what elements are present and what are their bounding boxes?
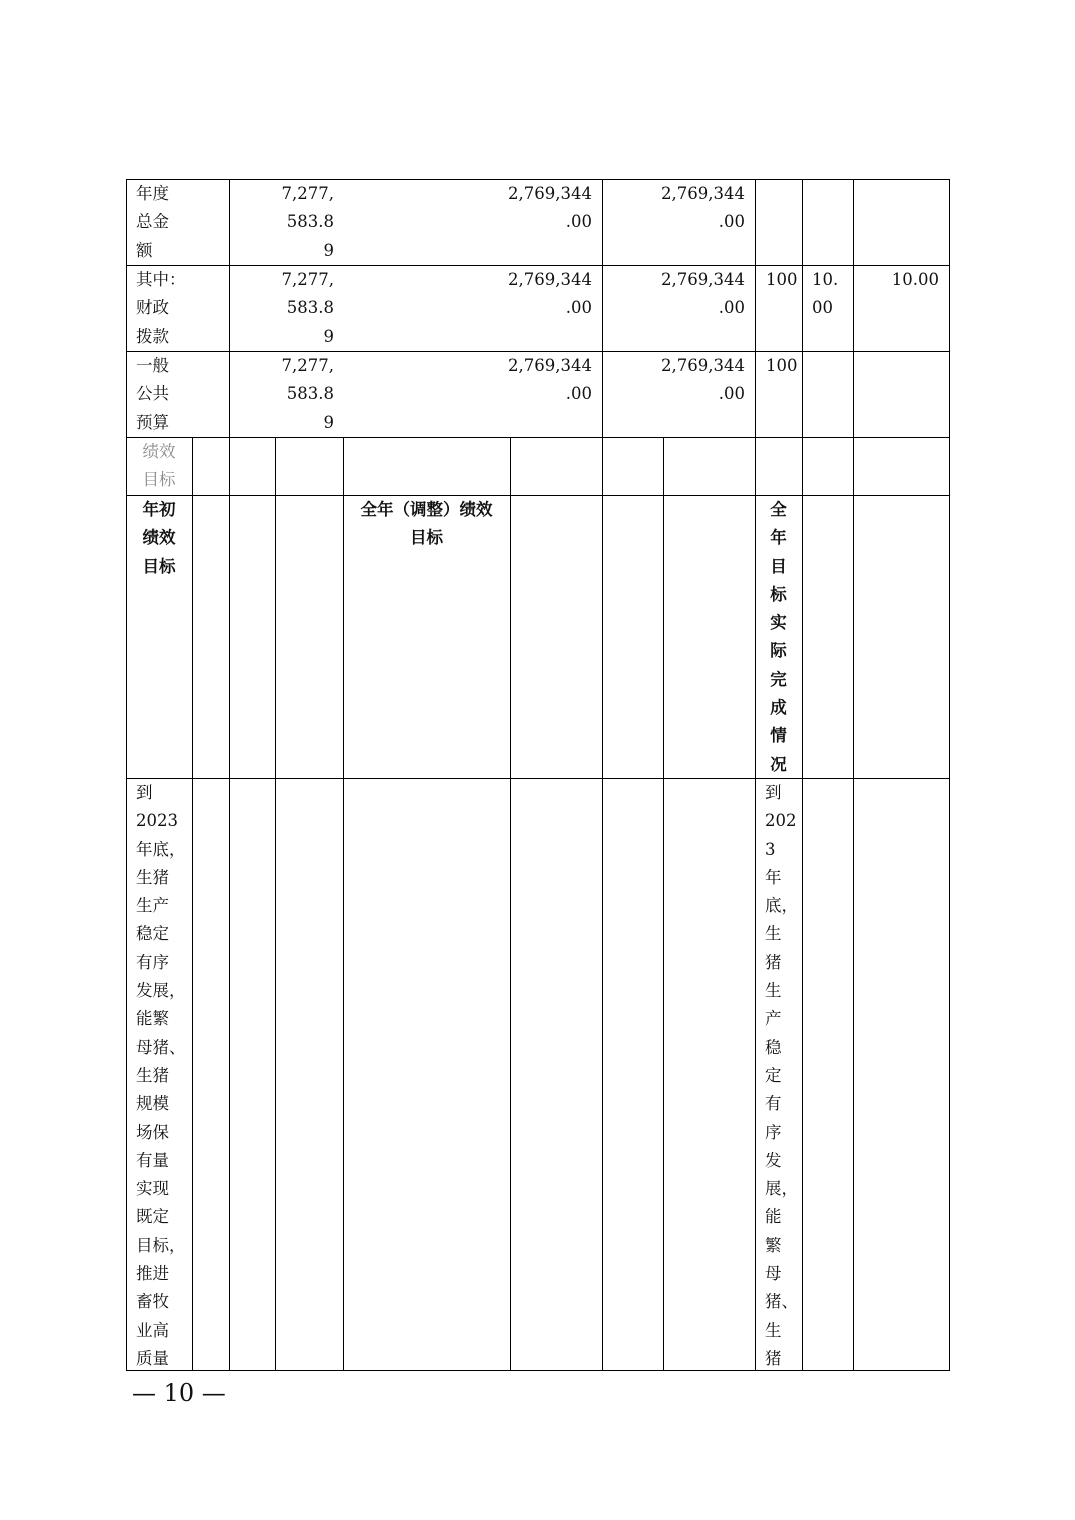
table-border-bottom: [126, 1370, 950, 1371]
completion-text: 到 202 3 年 底， 生 猪 生 产 稳 定 有 序 发 展， 能 繁 母 猪、 生 猪: [765, 783, 798, 1368]
column-divider: [802, 179, 803, 1371]
initial-goals-text: 到 2023 年底， 生猪 生产 稳定 有序 发展， 能繁 母猪、 生猪 规模 场保 有量 实现 既定 目标， 推进 畜牧 业高 质量: [136, 783, 186, 1368]
column-divider: [510, 437, 511, 1371]
general-annual-budget: 7,277, 583.8 9: [281, 356, 334, 432]
column-divider: [663, 437, 664, 1371]
column-divider: [275, 437, 276, 1371]
row-divider: [126, 778, 950, 779]
table-border-right: [949, 179, 950, 1371]
general-actual-executed: 2,769,344 .00: [661, 356, 745, 404]
goals-section-label: 绩效 目标: [142, 442, 176, 490]
row-label-total: 年度 总金 额: [136, 184, 169, 260]
fiscal-adjusted-budget: 2,769,344 .00: [508, 270, 592, 318]
row-divider: [126, 437, 950, 438]
page-number: — 10 —: [132, 1379, 226, 1407]
row-divider: [126, 495, 950, 496]
total-adjusted-budget: 2,769,344 .00: [508, 184, 592, 232]
fiscal-annual-budget: 7,277, 583.8 9: [281, 270, 334, 346]
fiscal-score-weight: 10. 00: [812, 270, 839, 318]
row-label-fiscal: 其中： 财政 拨款: [136, 270, 186, 346]
adjusted-goals-header: 全年（调整）绩效 目标: [360, 500, 493, 548]
column-divider: [853, 179, 854, 1371]
budget-performance-table: [126, 179, 950, 1371]
total-actual-executed: 2,769,344 .00: [661, 184, 745, 232]
fiscal-score: 10.00: [891, 270, 939, 289]
general-execution-rate: 100: [766, 356, 798, 375]
fiscal-actual-executed: 2,769,344 .00: [661, 270, 745, 318]
completion-header: 全 年 目 标 实 际 完 成 情 况: [770, 500, 787, 774]
column-divider: [343, 437, 344, 1371]
initial-goals-header: 年初 绩效 目标: [142, 500, 176, 576]
column-divider: [192, 437, 193, 1371]
total-annual-budget: 7,277, 583.8 9: [281, 184, 334, 260]
table-border-left: [126, 179, 127, 1371]
general-adjusted-budget: 2,769,344 .00: [508, 356, 592, 404]
fiscal-execution-rate: 100: [766, 270, 798, 289]
row-label-general: 一般 公共 预算: [136, 356, 169, 432]
